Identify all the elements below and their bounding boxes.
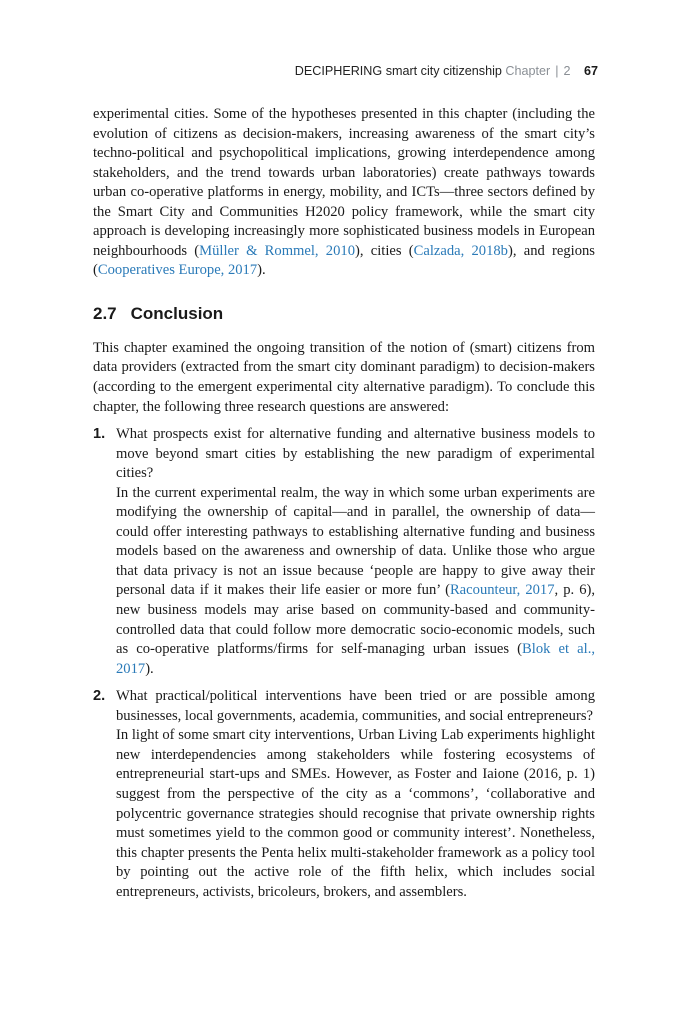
section-heading — [93, 303, 595, 325]
citation-link[interactable]: Cooperatives Europe, 2017 — [97, 262, 258, 279]
running-head-chapter-number: 2 — [563, 64, 571, 78]
question-number: 2. — [93, 688, 106, 705]
citation-link[interactable]: Blok et al., 2017 — [116, 641, 595, 677]
conclusion-paragraph: This chapter examined the ongoing transition of the notion of (smart) citizens from data providers (extracted from the smart city dominant paradigm) to decision-makers (according to the emergent experimental city alternative paradigm). To conclude this chapter, the following three research questions are answered: — [93, 339, 595, 415]
list-item — [93, 425, 595, 679]
citation-link[interactable]: Racounteur, 2017 — [449, 582, 555, 599]
citation-link[interactable]: Calzada, 2018b — [413, 242, 508, 259]
running-head-chapter-label: Chapter — [505, 64, 551, 78]
question-number: 1. — [93, 426, 106, 443]
intro-text: ), cities ( — [355, 242, 414, 259]
answer-text: In light of some smart city interventions, Urban Living Lab experiments highlight new interdependencies among stakeholders while fostering ecosystems of entrepreneurial start-ups and SMEs. However, as Foster and Iaione (2016, p. 1) suggest from the perspective of the city as a ‘commons’, ‘collaborative and polycentric governance strategies should recognise that private ownership rights must sometimes yield to the common good or community interest’. Nonetheless, this chapter presents the Penta helix multi-stakeholder framework as a policy tool by pointing out the active role of the fifth helix, which includes social entrepreneurs, activists, bricoleurs, brokers, and assemblers. — [116, 727, 595, 900]
running-head-separator: | — [555, 64, 559, 78]
question-text: What practical/political interventions have been tried or are possible among businesses, local governments, academia, communities, and social entrepreneurs? — [116, 688, 595, 724]
page-body — [93, 105, 595, 910]
running-head-title: DECIPHERING smart city citizenship — [294, 64, 502, 78]
answer-segment: In the current experimental realm, the way in which some urban experiments are modifying the ownership of capital—and in parallel, the ownership of data—could offer interesting pathways to establishing alternative funding and business models based on the awareness and ownership of data. Unlike those who argue that data privacy is not an issue because ‘people are happy to give away their personal data if it makes their life easier or more fun’ ( — [116, 484, 595, 599]
intro-text: experimental cities. Some of the hypotheses presented in this chapter (including the evolution of citizens as decision-makers, increasing awareness of the smart city’s techno-political and psychopolitical implications, growing interdependence among stakeholders, and the trend towards urban laboratories) create pathways towards urban co-operative platforms in energy, mobility, and ICTs—three sectors defined by the Smart City and Communities H2020 policy framework, while the smart city approach is developing increasingly more sophisticated business models in European neighbourhoods ( — [93, 106, 595, 259]
intro-paragraph — [93, 105, 595, 281]
answer-text — [116, 484, 595, 679]
intro-text: ). — [257, 262, 266, 279]
section-title: Conclusion — [130, 303, 224, 323]
running-head — [0, 64, 598, 78]
section-number: 2.7 — [93, 303, 117, 323]
answer-segment: ). — [145, 660, 154, 677]
citation-link[interactable]: Müller & Rommel, 2010 — [199, 242, 355, 259]
list-item — [93, 687, 595, 902]
page-number: 67 — [583, 64, 598, 78]
answer-segment: , p. 6), new business models may arise based on community-based and community-controlled data that could follow more democratic socio-economic models, such as co-operative platforms/firms for self-managing urban issues ( — [116, 582, 595, 658]
question-text: What prospects exist for alternative funding and alternative business models to move beyond smart cities by establishing the new paradigm of experimental cities? — [116, 426, 595, 482]
intro-text: ), and regions ( — [93, 242, 595, 279]
research-questions-list — [93, 425, 595, 902]
